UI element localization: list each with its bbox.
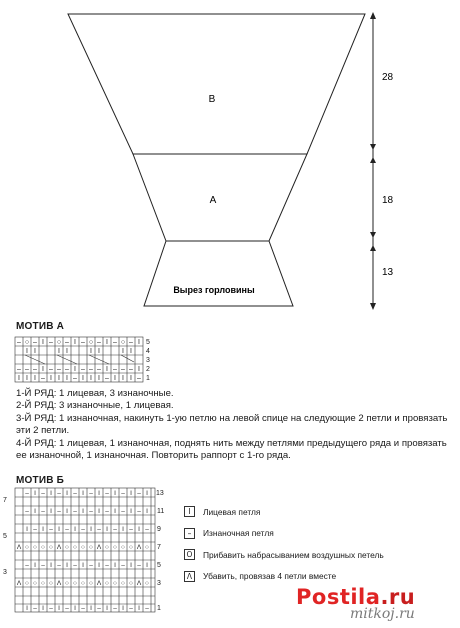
svg-text:○: ○ — [65, 580, 69, 587]
a-row-5: 5 — [146, 339, 150, 346]
legend-label-yarn-over: Прибавить набрасыванием воздушных петель — [203, 549, 384, 560]
svg-text:○: ○ — [73, 580, 77, 587]
svg-text:I: I — [42, 526, 44, 533]
svg-text:–: – — [41, 562, 45, 569]
arrow-bottom-icon — [370, 303, 376, 310]
svg-text:○: ○ — [89, 580, 93, 587]
svg-text:I: I — [98, 348, 100, 355]
svg-text:○: ○ — [129, 580, 133, 587]
svg-text:I: I — [106, 526, 108, 533]
svg-text:–: – — [49, 339, 53, 346]
dim-28: 28 — [382, 72, 394, 83]
svg-text:I: I — [34, 508, 36, 515]
svg-text:○: ○ — [120, 339, 126, 346]
svg-text:–: – — [145, 526, 149, 533]
svg-text:–: – — [145, 605, 149, 612]
svg-text:–: – — [81, 605, 85, 612]
row-3-text: 3-Й РЯД: 1 изнаночная, накинуть 1-ую петлю на левой спице на следующие 2 петли и провязать эти 2 петли. — [16, 412, 448, 437]
a-row-1: 1 — [146, 375, 150, 382]
svg-text:I: I — [66, 348, 68, 355]
svg-text:Λ: Λ — [56, 580, 62, 587]
svg-text:○: ○ — [49, 544, 53, 551]
svg-text:–: – — [97, 526, 101, 533]
svg-text:–: – — [81, 339, 85, 346]
svg-text:–: – — [97, 339, 101, 346]
svg-text:I: I — [138, 339, 140, 346]
svg-text:–: – — [73, 375, 77, 382]
svg-text:–: – — [33, 526, 37, 533]
svg-text:Λ: Λ — [56, 544, 62, 551]
row-2-text: 2-Й РЯД: 3 изнаночные, 1 лицевая. — [16, 400, 174, 412]
svg-text:–: – — [89, 508, 93, 515]
svg-text:I: I — [50, 508, 52, 515]
svg-text:Λ: Λ — [16, 544, 22, 551]
svg-text:–: – — [121, 366, 125, 373]
svg-text:○: ○ — [105, 544, 109, 551]
svg-text:I: I — [130, 375, 132, 382]
svg-text:–: – — [41, 375, 45, 382]
b-row-3l: 3 — [3, 569, 7, 576]
svg-text:I: I — [74, 605, 76, 612]
svg-text:–: – — [57, 508, 61, 515]
svg-text:I: I — [114, 375, 116, 382]
svg-text:I: I — [42, 605, 44, 612]
svg-text:I: I — [34, 375, 36, 382]
legend-item-knit — [184, 505, 384, 518]
knit-stitch-icon: I — [184, 506, 195, 517]
svg-text:I: I — [114, 490, 116, 497]
b-row-5l: 5 — [3, 533, 7, 540]
b-row-7r: 7 — [157, 544, 161, 551]
svg-text:I: I — [82, 490, 84, 497]
svg-text:I: I — [82, 562, 84, 569]
svg-text:–: – — [121, 508, 125, 515]
svg-text:I: I — [82, 375, 84, 382]
svg-text:I: I — [50, 490, 52, 497]
svg-text:○: ○ — [145, 544, 149, 551]
svg-text:–: – — [25, 366, 29, 373]
svg-text:I: I — [106, 366, 108, 373]
svg-text:I: I — [26, 375, 28, 382]
svg-text:I: I — [34, 490, 36, 497]
watermark-handwriting: mitkoj.ru — [350, 606, 415, 622]
svg-text:I: I — [74, 339, 76, 346]
svg-text:–: – — [121, 562, 125, 569]
motif-b-title: МОТИВ Б — [16, 475, 64, 486]
svg-text:–: – — [121, 490, 125, 497]
svg-text:–: – — [89, 562, 93, 569]
svg-text:I: I — [98, 562, 100, 569]
svg-text:I: I — [146, 562, 148, 569]
svg-text:I: I — [26, 605, 28, 612]
svg-text:○: ○ — [25, 580, 29, 587]
svg-text:I: I — [114, 562, 116, 569]
k4tog-icon: Λ — [184, 571, 195, 582]
a-row-4: 4 — [146, 348, 150, 355]
svg-text:–: – — [33, 605, 37, 612]
svg-text:–: – — [25, 508, 29, 515]
svg-text:I: I — [130, 562, 132, 569]
svg-text:Λ: Λ — [96, 580, 102, 587]
b-row-9: 9 — [157, 526, 161, 533]
b-row-13: 13 — [156, 490, 164, 497]
svg-text:–: – — [113, 366, 117, 373]
svg-text:I: I — [114, 508, 116, 515]
dim-13: 13 — [382, 267, 394, 278]
b-row-11: 11 — [157, 508, 165, 515]
panel-a-outline — [133, 154, 307, 241]
svg-text:I: I — [90, 348, 92, 355]
svg-text:–: – — [73, 490, 77, 497]
svg-text:–: – — [129, 605, 133, 612]
svg-text:I: I — [42, 366, 44, 373]
svg-text:○: ○ — [25, 544, 29, 551]
svg-text:○: ○ — [73, 544, 77, 551]
svg-text:I: I — [66, 562, 68, 569]
svg-text:–: – — [17, 366, 21, 373]
svg-text:I: I — [98, 508, 100, 515]
svg-text:–: – — [89, 366, 93, 373]
svg-text:–: – — [41, 508, 45, 515]
purl-stitch-icon: – — [184, 528, 195, 539]
svg-text:I: I — [42, 339, 44, 346]
svg-text:I: I — [26, 526, 28, 533]
arrow-top-icon — [370, 12, 376, 19]
svg-text:I: I — [66, 375, 68, 382]
svg-text:○: ○ — [89, 544, 93, 551]
svg-text:○: ○ — [56, 339, 62, 346]
svg-text:–: – — [137, 375, 141, 382]
svg-text:–: – — [57, 562, 61, 569]
row-1-text: 1-Й РЯД: 1 лицевая, 3 изнаночные. — [16, 388, 174, 399]
svg-text:I: I — [50, 562, 52, 569]
svg-text:I: I — [26, 348, 28, 355]
svg-text:–: – — [49, 526, 53, 533]
svg-text:○: ○ — [81, 580, 85, 587]
yarn-over-icon: O — [184, 549, 195, 560]
svg-text:○: ○ — [81, 544, 85, 551]
svg-text:I: I — [98, 375, 100, 382]
svg-text:I: I — [66, 490, 68, 497]
svg-text:I: I — [130, 348, 132, 355]
svg-text:I: I — [122, 348, 124, 355]
svg-text:Λ: Λ — [96, 544, 102, 551]
svg-text:I: I — [138, 366, 140, 373]
svg-text:○: ○ — [121, 580, 125, 587]
svg-text:○: ○ — [145, 580, 149, 587]
svg-text:○: ○ — [88, 339, 94, 346]
svg-text:–: – — [41, 490, 45, 497]
svg-text:I: I — [106, 605, 108, 612]
motif-a-instructions — [16, 388, 454, 462]
svg-text:I: I — [58, 375, 60, 382]
svg-text:I: I — [18, 375, 20, 382]
arrow-mid2-down-icon — [370, 245, 376, 251]
svg-text:–: – — [65, 605, 69, 612]
svg-text:–: – — [57, 490, 61, 497]
b-row-3r: 3 — [157, 580, 161, 587]
arrow-mid1-down-icon — [370, 157, 376, 163]
svg-text:I: I — [98, 490, 100, 497]
motif-a-chart — [14, 336, 154, 386]
svg-text:○: ○ — [121, 544, 125, 551]
svg-text:○: ○ — [41, 580, 45, 587]
b-row-1r: 1 — [157, 605, 161, 612]
svg-text:○: ○ — [33, 544, 37, 551]
svg-text:I: I — [58, 348, 60, 355]
svg-text:–: – — [129, 339, 133, 346]
svg-text:I: I — [146, 490, 148, 497]
svg-text:–: – — [25, 562, 29, 569]
svg-text:–: – — [129, 526, 133, 533]
arrow-mid2-up-icon — [370, 232, 376, 238]
svg-text:I: I — [138, 526, 140, 533]
svg-text:○: ○ — [24, 339, 30, 346]
svg-text:○: ○ — [33, 580, 37, 587]
svg-text:I: I — [122, 526, 124, 533]
a-row-3: 3 — [146, 357, 150, 364]
svg-text:○: ○ — [113, 580, 117, 587]
a-row-2: 2 — [146, 366, 150, 373]
svg-text:I: I — [130, 508, 132, 515]
legend-item-purl — [184, 527, 384, 540]
svg-text:I: I — [74, 366, 76, 373]
svg-text:I: I — [122, 375, 124, 382]
svg-text:–: – — [113, 605, 117, 612]
svg-text:Λ: Λ — [136, 580, 142, 587]
svg-text:–: – — [137, 490, 141, 497]
svg-text:○: ○ — [49, 580, 53, 587]
legend-label-purl: Изнаночная петля — [203, 528, 274, 538]
legend-label-k4tog: Убавить, провязав 4 петли вместе — [203, 571, 337, 581]
svg-text:I: I — [50, 375, 52, 382]
svg-text:–: – — [97, 366, 101, 373]
svg-text:–: – — [89, 490, 93, 497]
svg-text:I: I — [34, 562, 36, 569]
svg-text:○: ○ — [113, 544, 117, 551]
svg-text:–: – — [113, 339, 117, 346]
svg-text:–: – — [49, 366, 53, 373]
svg-text:I: I — [66, 508, 68, 515]
svg-text:○: ○ — [65, 544, 69, 551]
svg-text:I: I — [130, 490, 132, 497]
svg-text:–: – — [137, 562, 141, 569]
neckline-outline — [144, 241, 293, 306]
legend — [184, 505, 384, 591]
svg-text:I: I — [82, 508, 84, 515]
b-row-7l: 7 — [3, 497, 7, 504]
svg-text:○: ○ — [129, 544, 133, 551]
svg-text:○: ○ — [41, 544, 45, 551]
svg-text:–: – — [105, 562, 109, 569]
svg-text:I: I — [146, 508, 148, 515]
svg-text:I: I — [34, 348, 36, 355]
svg-text:–: – — [49, 605, 53, 612]
watermark-site: Postila — [296, 585, 381, 609]
svg-text:–: – — [105, 490, 109, 497]
watermark-tld: .ru — [380, 585, 416, 609]
svg-text:–: – — [81, 366, 85, 373]
neckline-label: Вырез горловины — [173, 285, 255, 295]
svg-text:–: – — [81, 526, 85, 533]
label-b: B — [208, 94, 216, 105]
svg-text:–: – — [65, 526, 69, 533]
svg-text:I: I — [138, 605, 140, 612]
svg-text:–: – — [105, 375, 109, 382]
arrow-mid1-up-icon — [370, 144, 376, 150]
svg-text:–: – — [129, 366, 133, 373]
legend-label-knit: Лицевая петля — [203, 506, 261, 517]
svg-text:–: – — [137, 508, 141, 515]
svg-text:–: – — [105, 508, 109, 515]
svg-text:I: I — [106, 339, 108, 346]
svg-text:–: – — [113, 526, 117, 533]
svg-text:I: I — [122, 605, 124, 612]
svg-text:I: I — [58, 605, 60, 612]
svg-text:I: I — [74, 526, 76, 533]
svg-text:–: – — [57, 366, 61, 373]
svg-text:–: – — [33, 366, 37, 373]
svg-text:–: – — [65, 366, 69, 373]
svg-text:I: I — [90, 526, 92, 533]
svg-text:Λ: Λ — [16, 580, 22, 587]
dim-18: 18 — [382, 195, 394, 206]
svg-text:–: – — [65, 339, 69, 346]
row-4-text: 4-Й РЯД: 1 лицевая, 1 изнаночная, поднять нить между петлями предыдущего ряда и провязать ее изнаночной, 1 изнаночная. Повторить раппорт с 1-го ряда. — [16, 437, 447, 462]
label-a: A — [209, 195, 217, 206]
b-row-5r: 5 — [157, 562, 161, 569]
svg-text:I: I — [90, 605, 92, 612]
svg-text:○: ○ — [105, 580, 109, 587]
svg-text:I: I — [90, 375, 92, 382]
svg-text:–: – — [33, 339, 37, 346]
motif-a-title: МОТИВ А — [16, 321, 65, 332]
legend-item-k4tog — [184, 570, 384, 583]
motif-b-chart — [14, 487, 172, 615]
svg-text:Λ: Λ — [136, 544, 142, 551]
svg-text:–: – — [73, 562, 77, 569]
panel-b-outline — [68, 14, 365, 154]
svg-text:I: I — [58, 526, 60, 533]
svg-text:–: – — [73, 508, 77, 515]
svg-text:–: – — [17, 339, 21, 346]
legend-item-yarn-over — [184, 548, 384, 561]
svg-text:–: – — [25, 490, 29, 497]
svg-text:–: – — [97, 605, 101, 612]
